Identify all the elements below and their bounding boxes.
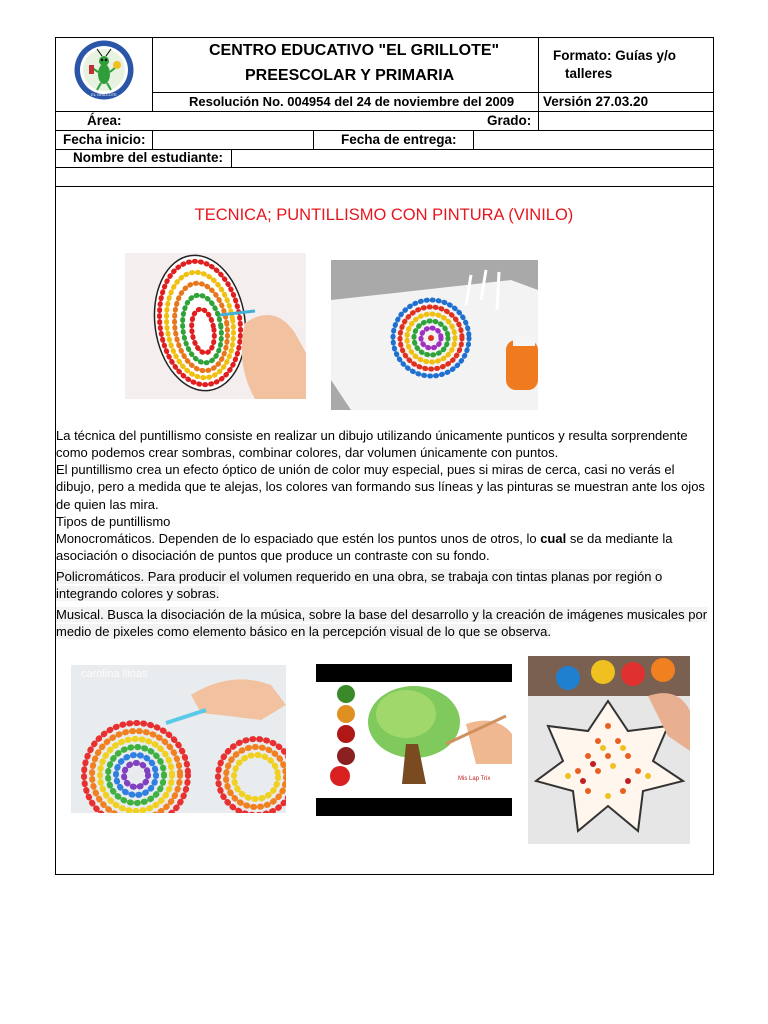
types-heading: Tipos de puntillismo <box>56 514 171 529</box>
svg-text:EL GRILLOTE: EL GRILLOTE <box>91 92 117 97</box>
school-name: CENTRO EDUCATIVO "EL GRILLOTE" <box>209 42 500 59</box>
photo-watermark: carolina llinas <box>81 668 148 680</box>
mono-text-a: Monocromáticos. Dependen de lo espaciado que estén los puntos unos de otros, lo <box>56 531 541 546</box>
page-title: TECNICA; PUNTILLISMO CON PINTURA (VINILO) <box>194 206 574 224</box>
optical-paragraph: El puntillismo crea un efecto óptico de unión de color muy especial, pues si miras de cerca, casi no verás el dibujo, pero a medida que te alejas, los colores van formando sus líneas y las pinturas se muestran ante los ojos de quien las mira. <box>56 462 705 512</box>
student-name-field[interactable] <box>232 150 713 167</box>
photo-rainbow-circles <box>71 665 286 813</box>
school-logo <box>73 39 135 106</box>
resolution-text: Resolución No. 004954 del 24 de noviembre del 2009 <box>189 94 515 109</box>
rule <box>55 186 714 187</box>
poly-text: Policromáticos. Para producir el volumen requerido en una obra, se trabaja con tintas planas por región o integrando colores y sobras. <box>56 569 663 602</box>
area-label: Área: <box>87 113 122 128</box>
photo-leaf-dots <box>528 656 690 844</box>
poly-paragraph <box>56 568 713 603</box>
format-label: Formato: Guías y/o <box>553 48 677 63</box>
mono-paragraph <box>56 530 713 565</box>
version-text: Versión 27.03.20 <box>543 94 649 109</box>
rule <box>313 130 314 150</box>
mono-text-b: se da mediante la asociación o disociación de puntos que produce un contraste con su fondo. <box>56 531 673 564</box>
rule <box>55 167 714 168</box>
start-date-field[interactable] <box>153 131 312 149</box>
grade-field[interactable] <box>539 112 713 130</box>
intro-paragraph: La técnica del puntillismo consiste en realizar un dibujo utilizando únicamente punticos y resulta sorprendente como podemos crear sombras, combinar colores, dar volumen únicamente con puntos. <box>56 428 688 461</box>
grade-label: Grado: <box>487 113 532 128</box>
area-field[interactable] <box>153 112 483 130</box>
photo-tree-dots <box>316 664 512 816</box>
musical-paragraph <box>56 606 713 641</box>
photo-mandala-dots <box>331 260 538 410</box>
musical-text: Musical. Busca la disociación de la música, sobre la base del desarrollo y la creación de imágenes musicales por medio de pixeles como elemento básico en la percepción visual de lo que se observa. <box>56 607 708 640</box>
photo-egg-dots <box>125 253 306 399</box>
rule <box>152 37 153 112</box>
mono-text-bold: cual <box>540 531 567 546</box>
school-level: PREESCOLAR Y PRIMARIA <box>245 67 455 84</box>
delivery-date-field[interactable] <box>474 131 713 149</box>
student-name-label: Nombre del estudiante: <box>73 150 224 165</box>
delivery-date-label: Fecha de entrega: <box>341 132 457 147</box>
rule <box>152 92 714 93</box>
format-label-2: talleres <box>565 66 613 81</box>
start-date-label: Fecha inicio: <box>63 132 146 147</box>
photo-credit: Mis Lap Trix <box>458 776 491 782</box>
